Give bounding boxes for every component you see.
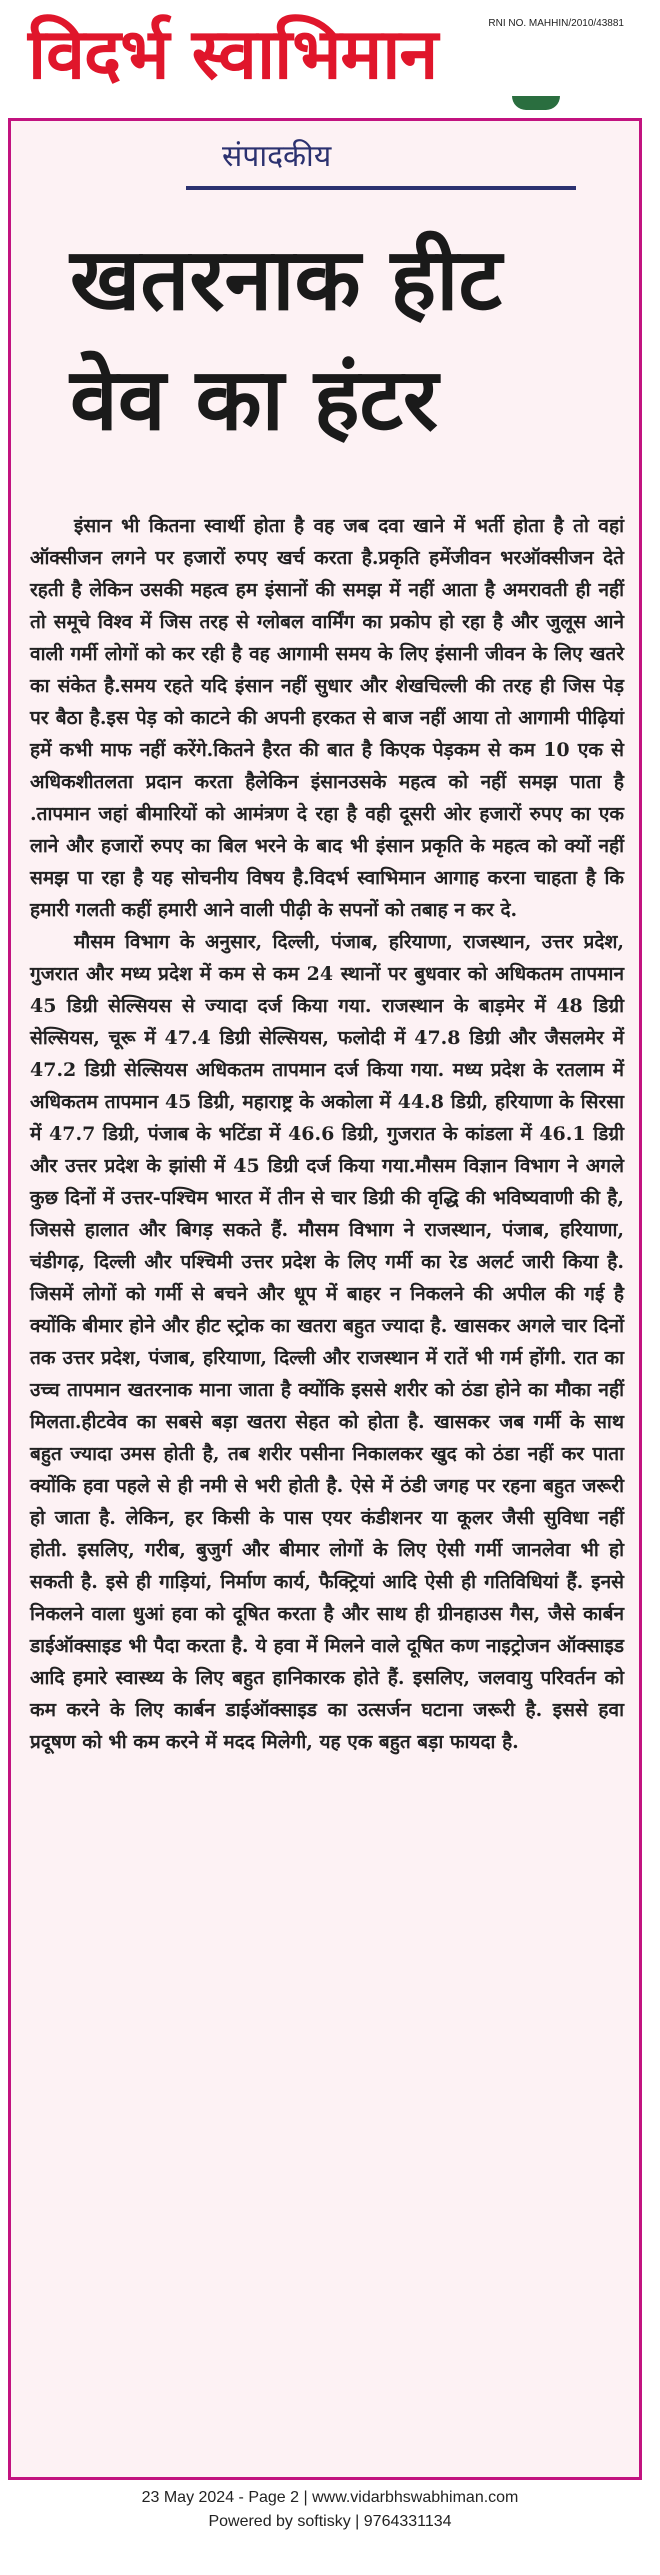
- headline-line-1: खतरनाक हीट: [70, 230, 502, 330]
- globe-icon: [512, 96, 560, 110]
- paragraph-2: मौसम विभाग के अनुसार, दिल्ली, पंजाब, हरियाणा, राजस्थान, उत्तर प्रदेश, गुजरात और मध्य प्रदेश में कम से कम 24 स्थानों पर बुधवार को अधिकतम तापमान 45 डिग्री सेल्सियस से ज्यादा दर्ज किया गया. राजस्थान के बाड़मेर में 48 डिग्री सेल्सियस, चूरू में 47.4 डिग्री सेल्सियस, फलोदी में 47.8 डिग्री और जैसलमेर में 47.2 डिग्री सेल्सियस अधिकतम तापमान दर्ज किया गया. मध्य प्रदेश के रतलाम में अधिकतम तापमान 45 डिग्री, महाराष्ट्र के अकोला में 44.8 डिग्री, हरियाणा के सिरसा में 47.7 डिग्री, पंजाब के भटिंडा में 46.6 डिग्री, गुजरात के कांडला में 46.1 डिग्री और उत्तर प्रदेश के झांसी में 45 डिग्री दर्ज किया गया.मौसम विज्ञान विभाग ने अगले कुछ दिनों में उत्तर-पश्चिम भारत में तीन से चार डिग्री की वृद्धि की भविष्यवाणी की है, जिससे हालात और बिगड़ सकते हैं. मौसम विभाग ने राजस्थान, पंजाब, हरियाणा, चंडीगढ़, दिल्ली और पश्चिमी उत्तर प्रदेश के लिए गर्मी का रेड अलर्ट जारी किया है. जिसमें लोगों को गर्मी से बचने और धूप में बाहर न निकलने की अपील की गई है क्योंकि बीमार होने और हीट स्ट्रोक का खतरा बहुत ज्यादा है. खासकर अगले चार दिनों तक उत्तर प्रदेश, पंजाब, हरियाणा, दिल्ली और राजस्थान में रातें भी गर्म होंगी. रात का उच्च तापमान खतरनाक माना जाता है क्योंकि इससे शरीर को ठंडा होने का मौका नहीं मिलता.हीटवेव का सबसे बड़ा खतरा सेहत को होता है. खासकर जब गर्मी के साथ बहुत ज्यादा उमस होती है, तब शरीर पसीना निकालकर खुद को ठंडा नहीं कर पाता क्योंकि हवा पहले से ही नमी से भरी होती है. ऐसे में ठंडी जगह पर रहना बहुत जरूरी हो जाता है. लेकिन, हर किसी के पास एयर कंडीशनर या कूलर जैसी सुविधा नहीं होती. इसलिए, गरीब, बुजुर्ग और बीमार लोगों के लिए ऐसी गर्मी जानलेवा भी हो सकती है. इसे ही गाड़ियां, निर्माण कार्य, फैक्ट्रियां आदि ऐसी ही गतिविधियां हैं. इनसे निकलने वाला धुआं हवा को दूषित करता है और साथ ही ग्रीनहाउस गैस, जैसे कार्बन डाईऑक्साइड भी पैदा करता है. ये हवा में मिलने वाले दूषित कण नाइट्रोजन ऑक्साइड आदि हमारे स्वास्थ्य के लिए बहुत हानिकारक होते हैं. इसलिए, जलवायु परिवर्तन को कम करने के लिए कार्बन डाईऑक्साइड का उत्सर्जन घटाना जरूरी है. इससे हवा प्रदूषण को भी कम करने में मदद मिलेगी, यह एक बहुत बड़ा फायदा है.: [30, 931, 624, 1753]
- article-headline: [70, 220, 502, 460]
- masthead: [0, 0, 660, 112]
- section-title: संपादकीय: [222, 139, 332, 174]
- footer-powered-by: Powered by softisky | 9764331134: [208, 2513, 452, 2530]
- section-divider: [186, 186, 576, 190]
- article-body: [30, 510, 624, 1758]
- headline-line-2: वेव का हंटर: [70, 350, 439, 450]
- newspaper-logo-title: विदर्भ स्वाभिमान: [28, 13, 438, 95]
- page-footer: [0, 2486, 660, 2534]
- rni-number: RNI NO. MAHHIN/2010/43881: [488, 18, 624, 29]
- paragraph-1: इंसान भी कितना स्वार्थी होता है वह जब दवा खाने में भर्ती होता है तो वहां ऑक्सीजन लगने पर हजारों रुपए खर्च करता है.प्रकृति हमेंजीवन भरऑक्सीजन देते रहती है लेकिन उसकी महत्व हम इंसानों की समझ में नहीं आता है अमरावती ही नहीं तो समूचे विश्व में जिस तरह से ग्लोबल वार्मिंग का प्रकोप हो रहा है और जुलूस आने वाली गर्मी लोगों को कर रही है वह आगामी समय के लिए इंसानी जीवन के लिए खतरे का संकेत है.समय रहते यदि इंसान नहीं सुधार और शेखचिल्ली की तरह ही जिस पेड़ पर बैठा है.इस पेड़ को काटने की अपनी हरकत से बाज नहीं आया तो आगामी पीढ़ियां हमें कभी माफ नहीं करेंगे.कितने हैरत की बात है किएक पेड़कम से कम 10 एक से अधिकशीतलता प्रदान करता हैलेकिन इंसानउसके महत्व को नहीं समझ पाता है .तापमान जहां बीमारियों को आमंत्रण दे रहा है वही दूसरी ओर हजारों रुपए का एक लाने और हजारों रुपए का बिल भरने के बाद भी इंसान प्रकृति के महत्व को क्यों नहीं समझ पा रहा है यह सोचनीय विषय है.विदर्भ स्वाभिमान आगाह करना चाहता है कि हमारी गलती कहीं हमारी आने वाली पीढ़ी के सपनों को तबाह न कर दे.: [30, 515, 624, 921]
- footer-date-page-site: 23 May 2024 - Page 2 | www.vidarbhswabhiman.com: [141, 2489, 519, 2506]
